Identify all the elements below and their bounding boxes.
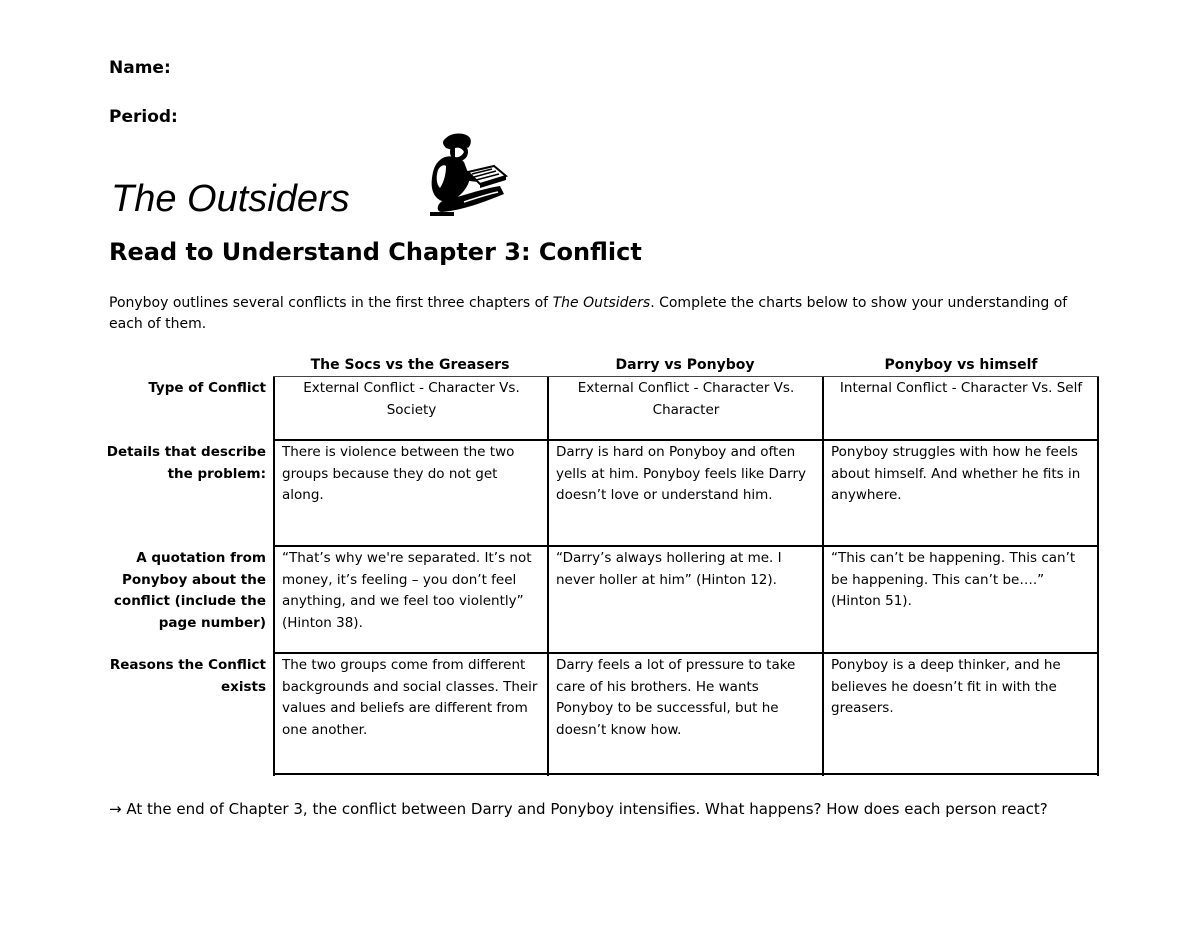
table-cell: “This can’t be happening. This can’t be happening. This can’t be….” (Hinton 51). [831, 550, 1076, 609]
row-header-quotation: A quotation from Ponyboy about the conflict (include the page number) [113, 550, 266, 631]
intro-paragraph [109, 293, 1099, 335]
table-border [1097, 376, 1099, 776]
table-cell: Internal Conflict - Character Vs. Self [839, 380, 1083, 396]
table-cell: Darry is hard on Ponyboy and often yells at him. Ponyboy feels like Darry doesn’t love or understand him. [556, 444, 806, 503]
row-header-type-of-conflict: Type of Conflict [148, 380, 266, 396]
intro-book-title: The Outsiders [552, 295, 651, 311]
page-title: The Outsiders [111, 178, 350, 220]
person-reading-book-icon [424, 132, 510, 218]
column-header-socs-vs-greasers: The Socs vs the Greasers [310, 357, 510, 373]
table-cell: External Conflict - Character Vs. Character [577, 380, 795, 418]
column-header-ponyboy-vs-himself: Ponyboy vs himself [884, 357, 1038, 373]
table-cell: Ponyboy is a deep thinker, and he believes he doesn’t fit in with the greasers. [831, 657, 1061, 716]
page-subtitle: Read to Understand Chapter 3: Conflict [109, 238, 642, 266]
footer-question: → At the end of Chapter 3, the conflict between Darry and Ponyboy intensifies. What happens? How does each person react? [109, 800, 1048, 818]
table-cell: “That’s why we're separated. It’s not money, it’s feeling – you don’t feel anything, and we feel too violently” (Hinton 38). [282, 550, 532, 631]
row-header-details: Details that describe the problem: [106, 444, 266, 482]
table-cell: External Conflict - Character Vs. Society [303, 380, 520, 418]
table-border [273, 652, 1099, 654]
conflict-table [273, 376, 1099, 776]
table-cell: The two groups come from different backgrounds and social classes. Their values and beliefs are different from one another. [282, 657, 538, 738]
table-border [273, 773, 1099, 775]
table-border [273, 376, 1099, 377]
table-cell: “Darry’s always hollering at me. I never holler at him” (Hinton 12). [556, 550, 782, 588]
table-cell: Ponyboy struggles with how he feels about himself. And whether he fits in anywhere. [831, 444, 1081, 503]
column-header-darry-vs-ponyboy: Darry vs Ponyboy [615, 357, 755, 373]
period-label: Period: [109, 107, 178, 127]
intro-text-before: Ponyboy outlines several conflicts in the first three chapters of [109, 295, 553, 311]
table-cell: Darry feels a lot of pressure to take care of his brothers. He wants Ponyboy to be successful, but he doesn’t know how. [556, 657, 796, 738]
table-border [273, 545, 1099, 547]
table-cell: There is violence between the two groups because they do not get along. [282, 444, 515, 503]
row-header-reasons: Reasons the Conflict exists [109, 657, 266, 695]
intro-text-after: . Complete the charts below to show your understanding of each of them. [109, 295, 1068, 332]
name-label: Name: [109, 58, 171, 78]
table-border [273, 439, 1099, 441]
